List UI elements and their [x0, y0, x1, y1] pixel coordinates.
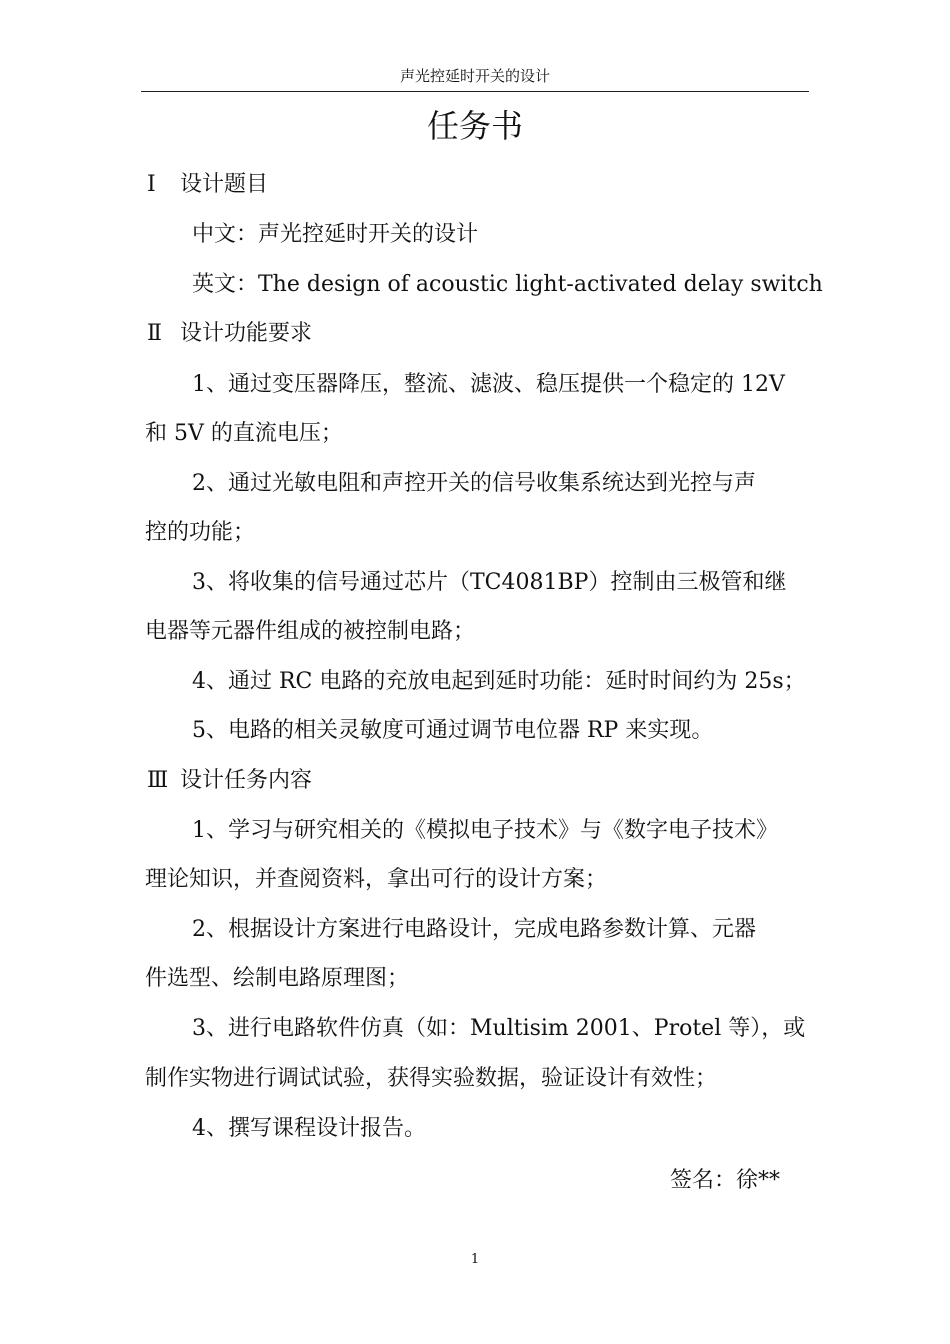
task-2-line-1: 2、根据设计方案进行电路设计，完成电路参数计算、元器 [192, 917, 756, 942]
task-4-line: 4、撰写课程设计报告。 [192, 1116, 426, 1141]
section-numeral-3: Ⅲ [147, 768, 169, 793]
section-heading-3 [147, 766, 312, 796]
page-number: 1 [470, 1252, 480, 1267]
chinese-title-line: 中文：声光控延时开关的设计 [192, 222, 479, 247]
requirement-4-line: 4、通过 RC 电路的充放电起到延时功能：延时时间约为 25s； [192, 669, 806, 694]
section-numeral-2: Ⅱ [147, 321, 162, 346]
task-1-line-1: 1、学习与研究相关的《模拟电子技术》与《数字电子技术》 [192, 818, 778, 843]
requirement-3-line-1: 3、将收集的信号通过芯片（TC4081BP）控制由三极管和继 [192, 570, 787, 595]
requirement-2-line-1: 2、通过光敏电阻和声控开关的信号收集系统达到光控与声 [192, 471, 756, 496]
document-title: 任务书 [426, 107, 523, 145]
section-heading-1 [147, 170, 268, 200]
requirement-1-line-1: 1、通过变压器降压，整流、滤波、稳压提供一个稳定的 12V [192, 372, 785, 397]
requirement-1-line-2: 和 5V 的直流电压； [145, 421, 343, 446]
task-1-line-2: 理论知识，并查阅资料，拿出可行的设计方案； [145, 867, 608, 892]
section-title-2: 设计功能要求 [180, 321, 313, 346]
section-title-1: 设计题目 [180, 172, 269, 197]
signature-line: 签名：徐** [670, 1168, 781, 1193]
section-numeral-1: Ⅰ [147, 172, 156, 197]
requirement-5-line: 5、电路的相关灵敏度可通过调节电位器 RP 来实现。 [192, 718, 714, 743]
task-3-line-2: 制作实物进行调试试验，获得实验数据，验证设计有效性； [145, 1066, 718, 1091]
requirement-3-line-2: 电器等元器件组成的被控制电路； [145, 619, 476, 644]
english-title-line: 英文：The design of acoustic light-activated delay switch [192, 272, 823, 297]
running-header: 声光控延时开关的设计 [399, 67, 550, 85]
requirement-2-line-2: 控的功能； [145, 520, 256, 545]
section-heading-2 [147, 319, 312, 349]
header-rule [141, 91, 809, 92]
section-title-3: 设计任务内容 [180, 768, 313, 793]
task-2-line-2: 件选型、绘制电路原理图； [145, 966, 410, 991]
task-3-line-1: 3、进行电路软件仿真（如：Multisim 2001、Protel 等），或 [192, 1016, 806, 1041]
